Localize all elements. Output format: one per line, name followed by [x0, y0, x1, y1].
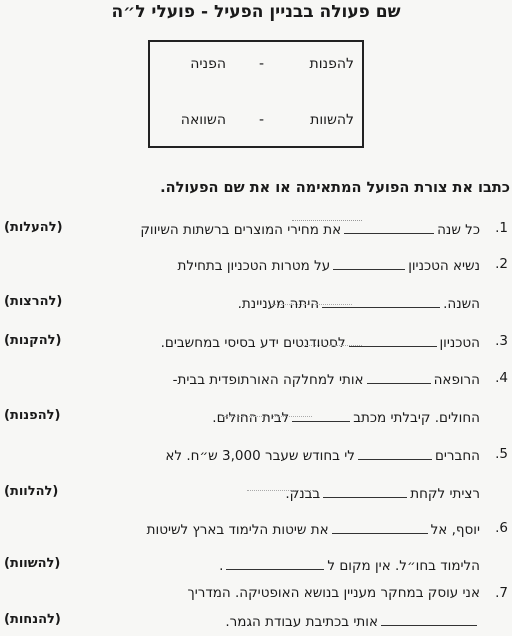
answer-blank[interactable]	[333, 256, 405, 270]
root-verb: (להקנות)	[4, 333, 62, 348]
page-title: שם פעולה בבניין הפעיל - פועלי ל״ה	[111, 2, 401, 22]
example-noun: הפניה	[190, 56, 226, 72]
answer-blank[interactable]	[323, 484, 407, 498]
handwritten-mark	[292, 206, 362, 221]
instruction: כתבו את צורת הפועל המתאימה או את שם הפעולה.	[160, 180, 510, 196]
root-verb: (להפנות)	[4, 408, 61, 423]
item-number: 4.	[495, 370, 508, 386]
example-row	[150, 56, 362, 76]
item-text: החולים. קיבלתי מכתבלבית החולים.	[212, 410, 480, 426]
example-verb: להפנות	[309, 56, 354, 72]
example-box	[148, 40, 364, 148]
handwritten-mark	[222, 404, 312, 417]
answer-blank[interactable]	[367, 370, 431, 384]
answer-blank[interactable]	[344, 220, 434, 234]
root-verb: (להלוות)	[4, 484, 59, 499]
item-text: אני עוסק במחקר מעניין בנושא האופטיקה. המדריך	[187, 585, 480, 601]
item-text: נשיא הטכניוןעל מטרות הטכניון בתחילת	[177, 258, 480, 274]
item-number: 5.	[495, 446, 508, 462]
item-text: יוסף, אלאת שיטות הלימוד בארץ לשיטות	[146, 522, 480, 538]
example-noun: השוואה	[180, 112, 226, 128]
item-text: הלימוד בחו״ל. אין מקום ל.	[219, 558, 480, 574]
exercise-line	[0, 294, 512, 316]
example-verb: להשוות	[310, 112, 354, 128]
exercise-line	[0, 370, 512, 392]
handwritten-mark	[302, 333, 362, 346]
exercise-line	[0, 446, 512, 468]
exercise-line	[0, 556, 512, 578]
exercise-line	[0, 220, 512, 242]
root-verb: (להרצות)	[4, 294, 63, 309]
item-text: רציתי לקחתבבנק.	[285, 486, 480, 502]
example-dash: -	[258, 112, 264, 128]
root-verb: (להשוות)	[4, 556, 61, 571]
root-verb: (להעלות)	[4, 220, 63, 235]
example-dash: -	[258, 56, 264, 72]
item-text: הטכניוןלסטודנטים ידע בסיסי במחשבים.	[160, 335, 480, 351]
item-number: 7.	[495, 585, 508, 601]
item-number: 2.	[495, 256, 508, 272]
item-number: 1.	[495, 220, 508, 236]
item-text: החבריםלי בחודש שעבר 3,000 ש״ח. לא	[165, 448, 480, 464]
exercise-line	[0, 333, 512, 355]
handwritten-mark	[272, 292, 352, 305]
answer-blank[interactable]	[381, 612, 477, 626]
answer-blank[interactable]	[226, 556, 324, 570]
item-text: כל שנהאת מחירי המוצרים ברשתות השיווק	[140, 222, 480, 238]
exercise-line	[0, 585, 512, 607]
root-verb: (להנחות)	[4, 612, 61, 627]
exercise-line	[0, 612, 512, 634]
answer-blank[interactable]	[332, 520, 428, 534]
item-number: 3.	[495, 333, 508, 349]
item-text: השנה.היתה מעניינת.	[237, 296, 480, 312]
item-number: 6.	[495, 520, 508, 536]
item-text: הרופאהאותי למחלקה האורתופדית בבית-	[172, 372, 480, 388]
answer-blank[interactable]	[358, 446, 432, 460]
exercise-line	[0, 256, 512, 278]
item-text: אותי בכתיבת עבודת הגמר.	[225, 612, 480, 630]
example-row	[150, 112, 362, 132]
exercise-line	[0, 520, 512, 542]
handwritten-mark	[247, 478, 317, 491]
